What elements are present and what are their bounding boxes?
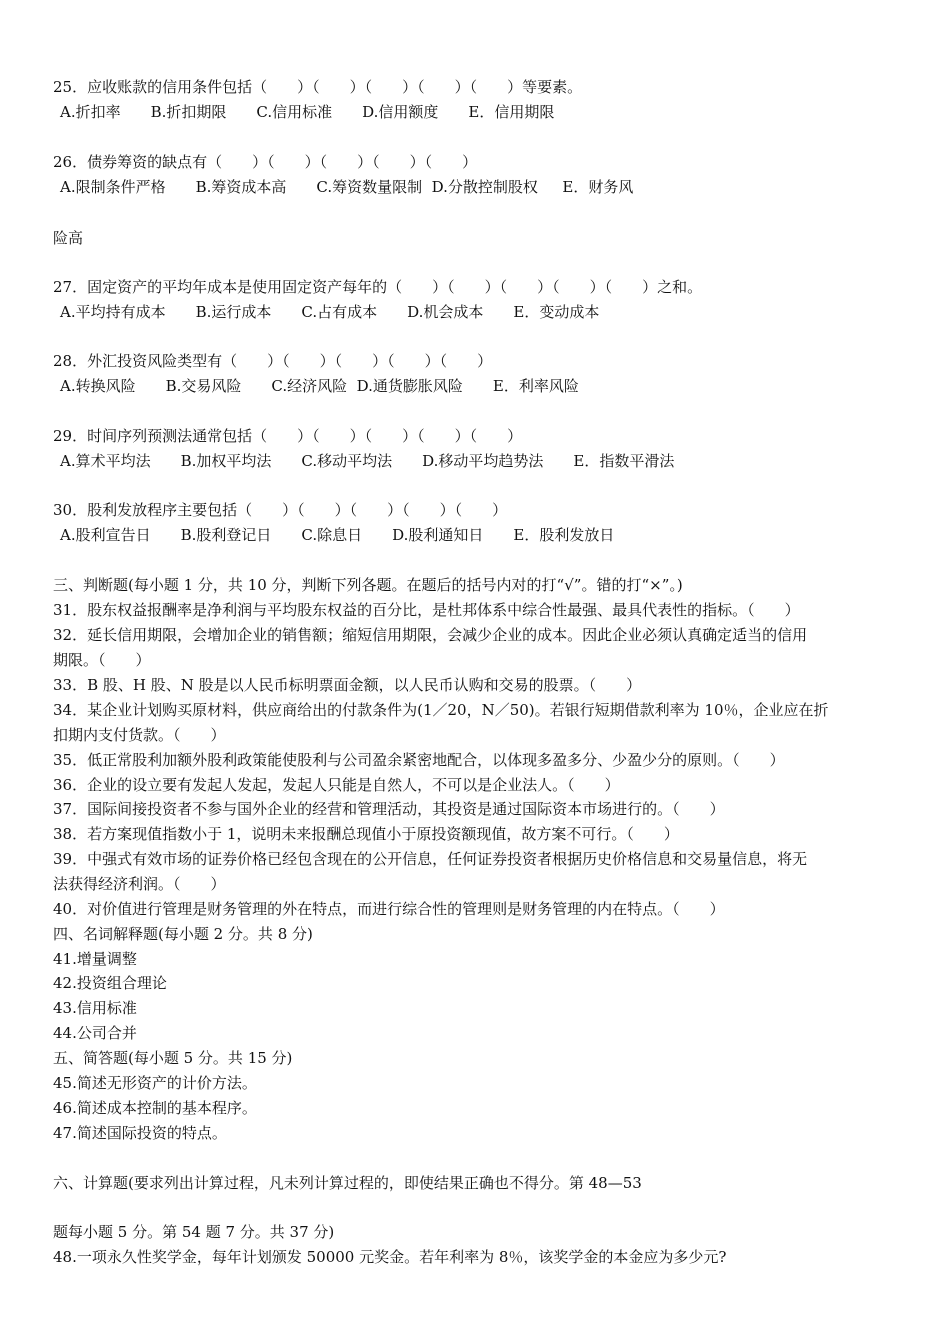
question-34-cont: 扣期内支付货款。（ ） <box>53 726 226 744</box>
question-34: 34．某企业计划购买原材料，供应商给出的付款条件为(1／20，N／50)。若银行短期借款利率为 10％，企业应在折 <box>53 701 829 719</box>
question-43: 43.信用标准 <box>53 999 137 1017</box>
question-32-cont: 期限。（ ） <box>53 651 151 669</box>
question-47: 47.简述国际投资的特点。 <box>53 1124 227 1142</box>
question-37: 37．国际间接投资者不参与国外企业的经营和管理活动，其投资是通过国际资本市场进行的。（ ） <box>53 800 725 818</box>
question-39: 39．中强式有效市场的证券价格已经包含现在的公开信息，任何证券投资者根据历史价格信息和交易量信息，将无 <box>53 850 808 868</box>
question-28-options: A.转换风险 B.交易风险 C.经济风险 D.通货膨胀风险 E．利率风险 <box>60 377 579 395</box>
section-6-heading: 六、计算题(要求列出计算过程，凡未列计算过程的，即使结果正确也不得分。第 48—53 <box>53 1174 642 1192</box>
section-5-heading: 五、简答题(每小题 5 分。共 15 分) <box>53 1049 293 1067</box>
question-29: 29．时间序列预测法通常包括（ ）（ ）（ ）（ ）（ ） <box>53 427 523 445</box>
section-4-heading: 四、名词解释题(每小题 2 分。共 8 分) <box>53 925 313 943</box>
question-48: 48.一项永久性奖学金，每年计划颁发 50000 元奖金。若年利率为 8％，该奖学金的本金应为多少元? <box>53 1248 727 1266</box>
question-26-options: A.限制条件严格 B.筹资成本高 C.筹资数量限制 D.分散控制股权 E．财务风 <box>60 178 634 196</box>
question-31: 31．股东权益报酬率是净利润与平均股东权益的百分比，是杜邦体系中综合性最强、最具代表性的指标。（ ） <box>53 601 800 619</box>
question-45: 45.简述无形资产的计价方法。 <box>53 1074 257 1092</box>
question-38: 38．若方案现值指数小于 1，说明未来报酬总现值小于原投资额现值，故方案不可行。（ ） <box>53 825 679 843</box>
question-27-options: A.平均持有成本 B.运行成本 C.占有成本 D.机会成本 E．变动成本 <box>60 303 600 321</box>
question-26: 26．债券筹资的缺点有（ ）（ ）（ ）（ ）（ ） <box>53 153 478 171</box>
question-32: 32．延长信用期限，会增加企业的销售额；缩短信用期限，会减少企业的成本。因此企业必须认真确定适当的信用 <box>53 626 808 644</box>
question-36: 36．企业的设立要有发起人发起，发起人只能是自然人，不可以是企业法人。（ ） <box>53 776 620 794</box>
question-26-options-cont: 险高 <box>53 229 84 247</box>
question-33: 33．B 股、H 股、N 股是以人民币标明票面金额，以人民币认购和交易的股票。（ ） <box>53 676 642 694</box>
question-46: 46.简述成本控制的基本程序。 <box>53 1099 257 1117</box>
question-40: 40．对价值进行管理是财务管理的外在特点，而进行综合性的管理则是财务管理的内在特点。（ ） <box>53 900 725 918</box>
question-35: 35．低正常股利加额外股利政策能使股利与公司盈余紧密地配合，以体现多盈多分、少盈少分的原则。（ ） <box>53 751 785 769</box>
question-25: 25．应收账款的信用条件包括（ ）（ ）（ ）（ ）（ ）等要素。 <box>53 78 583 96</box>
question-29-options: A.算术平均法 B.加权平均法 C.移动平均法 D.移动平均趋势法 E．指数平滑法 <box>60 452 675 470</box>
question-27: 27．固定资产的平均年成本是使用固定资产每年的（ ）（ ）（ ）（ ）（ ）之和。 <box>53 278 703 296</box>
question-30: 30．股利发放程序主要包括（ ）（ ）（ ）（ ）（ ） <box>53 501 508 519</box>
question-25-options: A.折扣率 B.折扣期限 C.信用标准 D.信用额度 E．信用期限 <box>60 103 555 121</box>
question-41: 41.增量调整 <box>53 950 137 968</box>
question-30-options: A.股利宣告日 B.股利登记日 C.除息日 D.股利通知日 E．股利发放日 <box>60 526 615 544</box>
section-3-heading: 三、判断题(每小题 1 分，共 10 分，判断下列各题。在题后的括号内对的打“√”。错的打“×”。) <box>53 576 683 594</box>
question-44: 44.公司合并 <box>53 1024 137 1042</box>
question-39-cont: 法获得经济利润。（ ） <box>53 875 226 893</box>
question-28: 28．外汇投资风险类型有（ ）（ ）（ ）（ ）（ ） <box>53 352 493 370</box>
section-6-heading-cont: 题每小题 5 分。第 54 题 7 分。共 37 分) <box>53 1223 335 1241</box>
question-42: 42.投资组合理论 <box>53 974 167 992</box>
